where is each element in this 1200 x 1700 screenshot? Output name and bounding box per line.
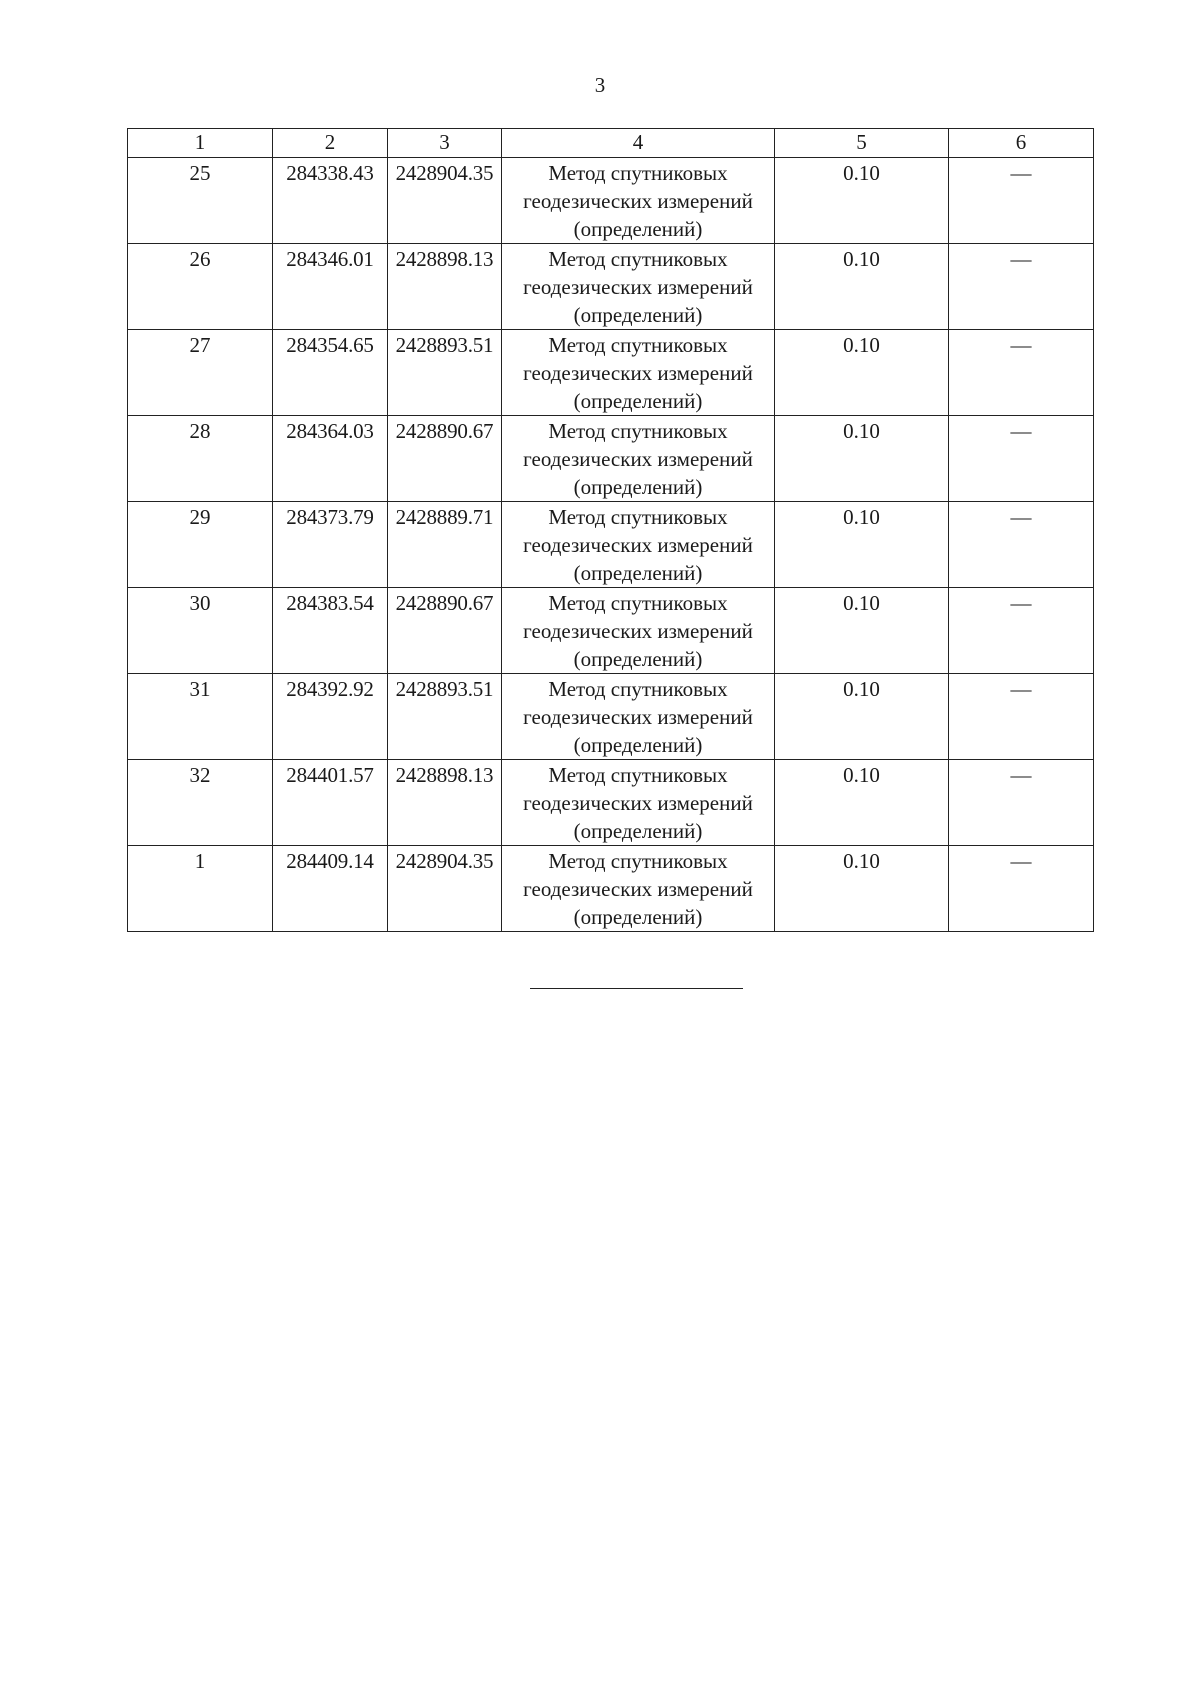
point-number-cell: 27 bbox=[128, 330, 273, 416]
y-coordinate-cell: 2428893.51 bbox=[388, 674, 502, 760]
table-row bbox=[128, 502, 1094, 588]
x-coordinate-cell: 284401.57 bbox=[273, 760, 388, 846]
x-coordinate-cell: 284392.92 bbox=[273, 674, 388, 760]
y-coordinate-cell: 2428904.35 bbox=[388, 158, 502, 244]
method-cell: Метод спутниковых геодезических измерений (определений) bbox=[502, 674, 775, 760]
point-number-cell: 31 bbox=[128, 674, 273, 760]
accuracy-cell: 0.10 bbox=[775, 330, 949, 416]
table-row bbox=[128, 674, 1094, 760]
y-coordinate-cell: 2428898.13 bbox=[388, 244, 502, 330]
description-cell: — bbox=[949, 244, 1094, 330]
point-number-cell: 32 bbox=[128, 760, 273, 846]
page-number: 3 bbox=[594, 73, 606, 97]
x-coordinate-cell: 284409.14 bbox=[273, 846, 388, 932]
method-cell: Метод спутниковых геодезических измерений (определений) bbox=[502, 502, 775, 588]
description-cell: — bbox=[949, 760, 1094, 846]
y-coordinate-cell: 2428890.67 bbox=[388, 588, 502, 674]
accuracy-cell: 0.10 bbox=[775, 502, 949, 588]
method-cell: Метод спутниковых геодезических измерений (определений) bbox=[502, 588, 775, 674]
accuracy-cell: 0.10 bbox=[775, 244, 949, 330]
description-cell: — bbox=[949, 330, 1094, 416]
method-cell: Метод спутниковых геодезических измерений (определений) bbox=[502, 330, 775, 416]
method-cell: Метод спутниковых геодезических измерений (определений) bbox=[502, 416, 775, 502]
method-cell: Метод спутниковых геодезических измерений (определений) bbox=[502, 244, 775, 330]
table-row bbox=[128, 846, 1094, 932]
x-coordinate-cell: 284373.79 bbox=[273, 502, 388, 588]
description-cell: — bbox=[949, 846, 1094, 932]
x-coordinate-cell: 284383.54 bbox=[273, 588, 388, 674]
accuracy-cell: 0.10 bbox=[775, 674, 949, 760]
point-number-cell: 26 bbox=[128, 244, 273, 330]
accuracy-cell: 0.10 bbox=[775, 158, 949, 244]
description-cell: — bbox=[949, 158, 1094, 244]
column-header-3: 3 bbox=[388, 129, 502, 158]
x-coordinate-cell: 284354.65 bbox=[273, 330, 388, 416]
accuracy-cell: 0.10 bbox=[775, 588, 949, 674]
point-number-cell: 1 bbox=[128, 846, 273, 932]
accuracy-cell: 0.10 bbox=[775, 846, 949, 932]
method-cell: Метод спутниковых геодезических измерений (определений) bbox=[502, 760, 775, 846]
column-header-2: 2 bbox=[273, 129, 388, 158]
accuracy-cell: 0.10 bbox=[775, 416, 949, 502]
table-row bbox=[128, 416, 1094, 502]
description-cell: — bbox=[949, 588, 1094, 674]
method-cell: Метод спутниковых геодезических измерений (определений) bbox=[502, 846, 775, 932]
point-number-cell: 29 bbox=[128, 502, 273, 588]
table-row bbox=[128, 760, 1094, 846]
table-row bbox=[128, 588, 1094, 674]
coordinates-table bbox=[127, 128, 1094, 932]
y-coordinate-cell: 2428893.51 bbox=[388, 330, 502, 416]
y-coordinate-cell: 2428898.13 bbox=[388, 760, 502, 846]
x-coordinate-cell: 284346.01 bbox=[273, 244, 388, 330]
column-header-5: 5 bbox=[775, 129, 949, 158]
point-number-cell: 30 bbox=[128, 588, 273, 674]
table-header-row bbox=[128, 129, 1094, 158]
description-cell: — bbox=[949, 674, 1094, 760]
accuracy-cell: 0.10 bbox=[775, 760, 949, 846]
y-coordinate-cell: 2428904.35 bbox=[388, 846, 502, 932]
column-header-4: 4 bbox=[502, 129, 775, 158]
y-coordinate-cell: 2428889.71 bbox=[388, 502, 502, 588]
method-cell: Метод спутниковых геодезических измерений (определений) bbox=[502, 158, 775, 244]
table-row bbox=[128, 330, 1094, 416]
x-coordinate-cell: 284338.43 bbox=[273, 158, 388, 244]
table-row bbox=[128, 158, 1094, 244]
description-cell: — bbox=[949, 502, 1094, 588]
y-coordinate-cell: 2428890.67 bbox=[388, 416, 502, 502]
point-number-cell: 28 bbox=[128, 416, 273, 502]
end-of-document-rule bbox=[530, 988, 743, 989]
column-header-1: 1 bbox=[128, 129, 273, 158]
description-cell: — bbox=[949, 416, 1094, 502]
point-number-cell: 25 bbox=[128, 158, 273, 244]
x-coordinate-cell: 284364.03 bbox=[273, 416, 388, 502]
table-row bbox=[128, 244, 1094, 330]
column-header-6: 6 bbox=[949, 129, 1094, 158]
